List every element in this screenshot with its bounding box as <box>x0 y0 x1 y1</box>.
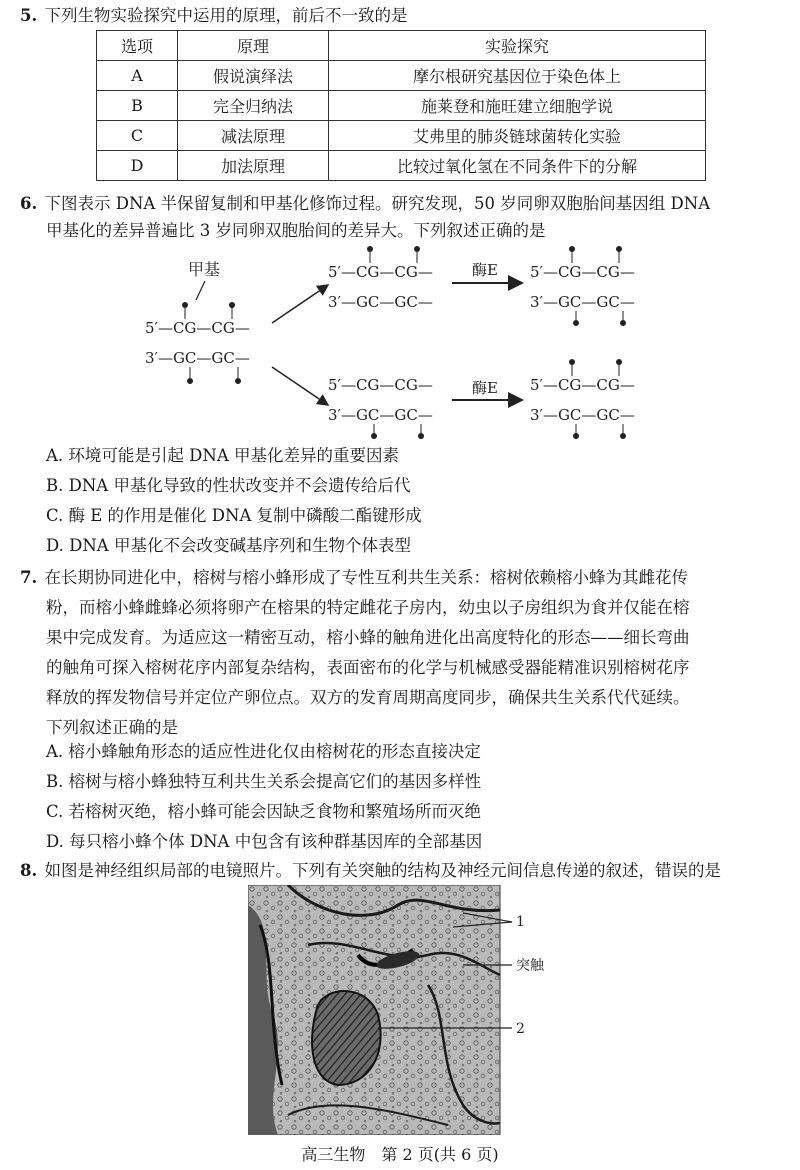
replication-arrow <box>272 285 328 323</box>
option-d: D. DNA 甲基化不会改变碱基序列和生物个体表型 <box>46 536 411 555</box>
option-d: D. 每只榕小蜂个体 DNA 中包含有该种群基因库的全部基因 <box>46 832 483 851</box>
table-row <box>97 91 706 121</box>
methyl-group <box>616 246 622 263</box>
copy-strand-top: 5′—CG—CG— <box>328 376 433 394</box>
product-strand-bottom: 3′—GC—GC— <box>530 406 635 424</box>
product-strand-top: 5′—CG—CG— <box>530 376 635 394</box>
methyl-label: 甲基 <box>188 260 221 279</box>
enzyme-label: 酶E <box>472 379 498 397</box>
copy-strand-bottom: 3′—GC—GC— <box>328 293 433 311</box>
parent-strand-bottom: 3′—GC—GC— <box>145 349 250 367</box>
question-line: 粉，而榕小蜂雌蜂必须将卵产在榕果的特定雌花子房内，幼虫以子房组织为食并仅能在榕 <box>46 598 690 617</box>
question-line: 的触角可探入榕树花序内部复杂结构，表面密布的化学与机械感受器能精准识别榕树花序 <box>46 658 690 677</box>
product-strand-bottom: 3′—GC—GC— <box>530 293 635 311</box>
methyl-group <box>616 359 622 376</box>
table-cell: B <box>97 91 178 121</box>
methyl-group <box>235 367 241 384</box>
methyl-group <box>573 424 579 439</box>
methyl-group <box>573 311 579 326</box>
question-line: 下列叙述正确的是 <box>46 718 178 737</box>
table-cell: 施莱登和施旺建立细胞学说 <box>329 91 706 121</box>
methyl-group <box>371 424 377 439</box>
option-b: B. 榕树与榕小蜂独特互利共生关系会提高它们的基因多样性 <box>46 772 482 791</box>
table-cell: 假说演绎法 <box>178 61 329 91</box>
methyl-group <box>367 246 373 263</box>
page-footer: 高三生物 第 2 页(共 6 页) <box>301 1145 499 1164</box>
table-cell: C <box>97 121 178 151</box>
question-6 <box>20 190 790 244</box>
methyl-group <box>414 246 420 263</box>
product-strand-top: 5′—CG—CG— <box>530 263 635 281</box>
option-a: A. 榕小蜂触角形态的适应性进化仅由榕树花的形态直接决定 <box>46 742 481 761</box>
table-cell: 比较过氧化氢在不同条件下的分解 <box>329 151 706 181</box>
methyl-group <box>569 246 575 263</box>
question-7 <box>20 563 790 743</box>
table-cell: 摩尔根研究基因位于染色体上 <box>329 61 706 91</box>
question-stem: 下图表示 DNA 半保留复制和甲基化修饰过程。研究发现，50 岁同卵双胞胎间基因组 DNA <box>44 194 711 213</box>
label-2: 2 <box>516 1021 525 1037</box>
option-c: C. 酶 E 的作用是催化 DNA 复制中磷酸二酯键形成 <box>46 506 422 525</box>
electron-micrograph <box>248 885 560 1135</box>
experiment-table <box>96 30 706 181</box>
question-8 <box>20 857 790 884</box>
enzyme-label: 酶E <box>472 261 498 279</box>
table-cell: 减法原理 <box>178 121 329 151</box>
methyl-group <box>620 424 626 439</box>
table-cell: 艾弗里的肺炎链球菌转化实验 <box>329 121 706 151</box>
table-header: 实验探究 <box>329 31 706 61</box>
question-line: 果中完成发育。为适应这一精密互动，榕小蜂的触角进化出高度特化的形态——细长弯曲 <box>46 628 690 647</box>
replication-arrow <box>272 367 328 405</box>
question-number: 7. <box>20 568 38 587</box>
copy-strand-top: 5′—CG—CG— <box>328 263 433 281</box>
copy-strand-bottom: 3′—GC—GC— <box>328 406 433 424</box>
dna-methylation-diagram <box>130 245 670 440</box>
question-number: 8. <box>20 861 38 880</box>
table-cell: D <box>97 151 178 181</box>
methyl-group <box>182 302 188 319</box>
parent-strand-top: 5′—CG—CG— <box>145 319 250 337</box>
table-row <box>97 151 706 181</box>
table-cell: 完全归纳法 <box>178 91 329 121</box>
table-header: 选项 <box>97 31 178 61</box>
table-row <box>97 121 706 151</box>
question-5 <box>20 2 790 29</box>
option-c: C. 若榕树灭绝，榕小蜂可能会因缺乏食物和繁殖场所而灭绝 <box>46 802 482 821</box>
question-stem: 甲基化的差异普遍比 3 岁同卵双胞胎间的差异大。下列叙述正确的是 <box>46 221 546 240</box>
question-line: 释放的挥发物信号并定位产卵位点。双方的发育周期高度同步，确保共生关系代代延续。 <box>46 688 690 707</box>
methyl-group <box>620 311 626 326</box>
label-1: 1 <box>516 914 525 930</box>
methyl-group <box>418 424 424 439</box>
question-stem: 下列生物实验探究中运用的原理，前后不一致的是 <box>44 6 408 25</box>
question-number: 5. <box>20 6 38 25</box>
table-row <box>97 61 706 91</box>
methyl-group <box>229 302 235 319</box>
methyl-group <box>187 367 193 384</box>
option-b: B. DNA 甲基化导致的性状改变并不会遗传给后代 <box>46 476 411 495</box>
option-a: A. 环境可能是引起 DNA 甲基化差异的重要因素 <box>46 446 399 465</box>
methyl-group <box>569 359 575 376</box>
label-synapse: 突触 <box>516 958 544 974</box>
question-number: 6. <box>20 194 38 213</box>
question-stem: 如图是神经组织局部的电镜照片。下列有关突触的结构及神经元间信息传递的叙述，错误的是 <box>44 861 721 880</box>
table-cell: 加法原理 <box>178 151 329 181</box>
table-cell: A <box>97 61 178 91</box>
table-header: 原理 <box>178 31 329 61</box>
table-header-row <box>97 31 706 61</box>
question-line: 在长期协同进化中，榕树与榕小蜂形成了专性互利共生关系：榕树依赖榕小蜂为其雌花传 <box>44 568 688 587</box>
